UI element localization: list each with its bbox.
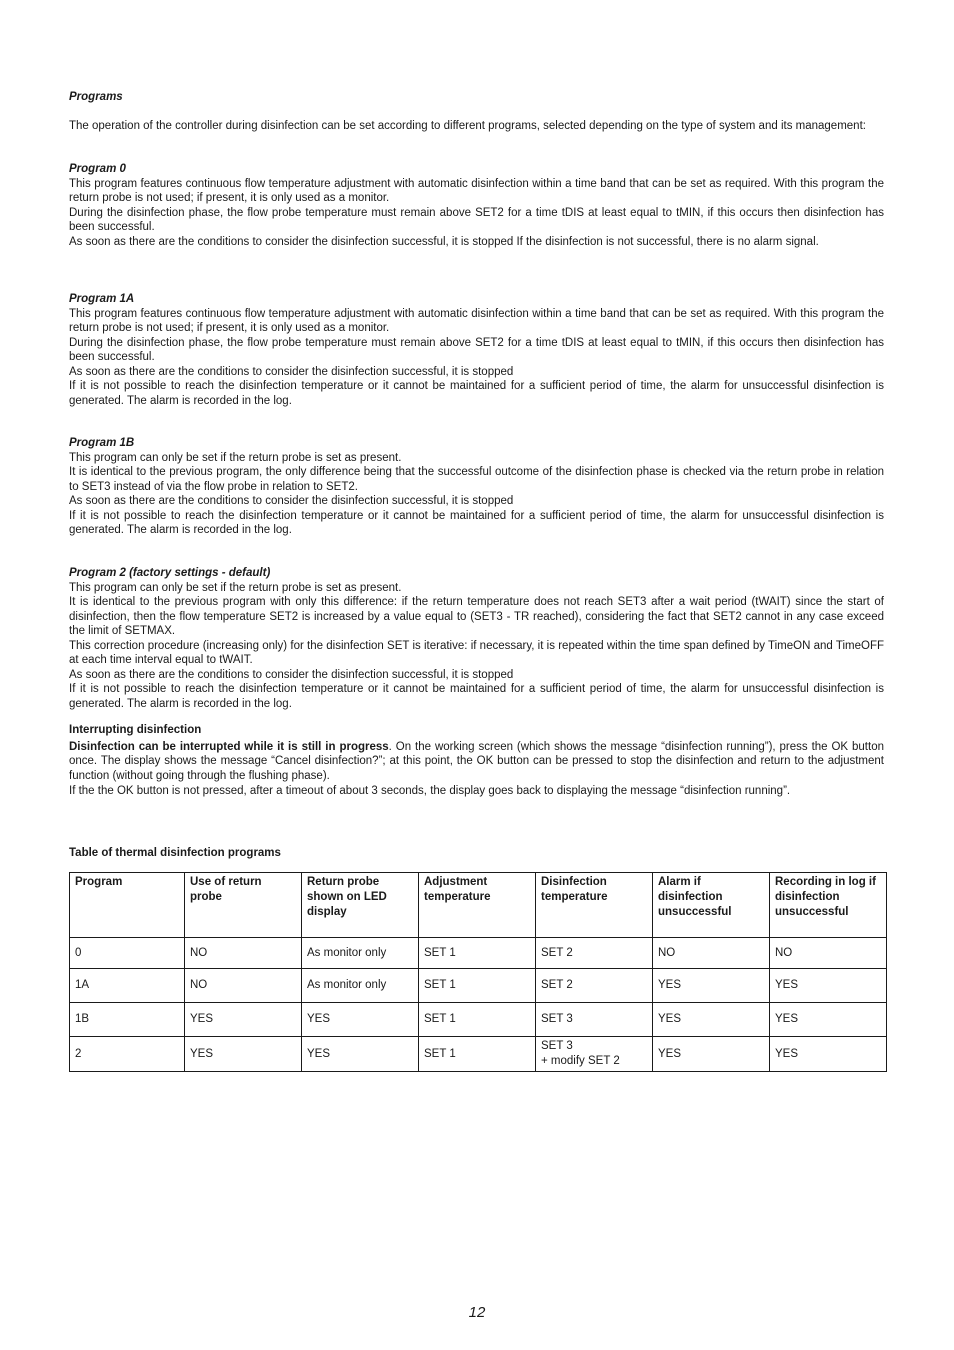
table-header-cell: Program — [70, 873, 185, 938]
program-1b-section — [69, 436, 884, 538]
table-cell: NO — [185, 938, 302, 969]
table-cell: YES — [185, 1003, 302, 1037]
table-cell: SET 2 — [536, 938, 653, 969]
table-cell: As monitor only — [302, 938, 419, 969]
table-header-cell: Use of return probe — [185, 873, 302, 938]
table-cell: NO — [770, 938, 887, 969]
table-cell: YES — [770, 1003, 887, 1037]
table-cell-line: + modify SET 2 — [541, 1055, 620, 1067]
table-cell: NO — [653, 938, 770, 969]
table-header-cell: Disinfection temperature — [536, 873, 653, 938]
interrupt-paragraph — [69, 740, 884, 784]
table-cell — [536, 1037, 653, 1072]
table-cell: YES — [653, 1003, 770, 1037]
table-title: Table of thermal disinfection programs — [69, 847, 281, 859]
program-title: Program 1B — [69, 437, 135, 449]
table-cell: SET 1 — [419, 1037, 536, 1072]
program-line: This program can only be set if the return probe is set as present. — [69, 581, 402, 594]
table-header-cell: Recording in log if disinfection unsuccessful — [770, 873, 887, 938]
table-cell: YES — [302, 1037, 419, 1072]
table-row — [70, 938, 887, 969]
program-line: If it is not possible to reach the disinfection temperature or it cannot be maintained for a sufficient period of time, the alarm for unsuccessful disinfection is generated. The alarm is recorded in the log. — [69, 380, 884, 407]
table-cell: NO — [185, 969, 302, 1003]
interrupt-line2: If the the OK button is not pressed, after a timeout of about 3 seconds, the display goes back to displaying the message “disinfection running”. — [69, 785, 791, 797]
program-line: As soon as there are the conditions to consider the disinfection successful, it is stopped — [69, 668, 514, 681]
table-header-row — [70, 873, 887, 938]
table-header-cell: Return probe shown on LED display — [302, 873, 419, 938]
table-cell: YES — [770, 969, 887, 1003]
table-header-cell: Adjustment temperature — [419, 873, 536, 938]
program-2-section — [69, 566, 884, 711]
program-line: It is identical to the previous program with only this difference: if the return temperature does not reach SET3 after a wait period (tWAIT) since the start of disinfection, then the flow temperature SET2 is increased by a value equal to (SET3 - TR reached), considering the fact that SET2 cannot in any case exceed the limit of SETMAX. — [69, 596, 884, 637]
disinfection-programs-table — [69, 872, 887, 1072]
interrupt-title: Interrupting disinfection — [69, 724, 202, 736]
section-heading: Programs — [69, 91, 123, 103]
program-line: As soon as there are the conditions to consider the disinfection successful, it is stopped — [69, 495, 514, 507]
page-number: 12 — [468, 1304, 486, 1321]
table-row — [70, 969, 887, 1003]
program-line: As soon as there are the conditions to consider the disinfection successful, it is stopped If the disinfection is not successful, there is no alarm signal. — [69, 235, 819, 248]
intro-paragraph: The operation of the controller during disinfection can be set according to different programs, selected depending on the type of system and its management: — [69, 120, 866, 132]
table-cell: SET 1 — [419, 1003, 536, 1037]
program-line: This program can only be set if the return probe is set as present. — [69, 451, 402, 464]
table-cell: YES — [653, 969, 770, 1003]
program-line: During the disinfection phase, the flow probe temperature must remain above SET2 for a time tDIS at least equal to tMIN, if this occurs then disinfection has been successful. — [69, 336, 884, 363]
table-cell: YES — [302, 1003, 419, 1037]
table-cell: YES — [653, 1037, 770, 1072]
table-cell: 2 — [70, 1037, 185, 1072]
program-line: This program features continuous flow temperature adjustment with automatic disinfection within a time band that can be set as required. With this program the return probe is not used; if present, it is only used as a monitor. — [69, 177, 884, 204]
table-header-cell: Alarm if disinfection unsuccessful — [653, 873, 770, 938]
table-cell: SET 2 — [536, 969, 653, 1003]
program-line: This correction procedure (increasing only) for the disinfection SET is iterative: if necessary, it is repeated within the time span defined by TimeON and TimeOFF at each time interval equal to tWAIT. — [69, 639, 884, 666]
program-line: It is identical to the previous program, the only difference being that the successful outcome of the disinfection phase is checked via the return probe in relation to SET3 instead of via the flow probe in relation to SET2. — [69, 466, 884, 493]
program-1a-section — [69, 292, 884, 408]
program-line: During the disinfection phase, the flow probe temperature must remain above SET2 for a time tDIS at least equal to tMIN, if this occurs then disinfection has been successful. — [69, 206, 884, 233]
table-cell: SET 1 — [419, 969, 536, 1003]
table-cell: As monitor only — [302, 969, 419, 1003]
table-row — [70, 1003, 887, 1037]
table-cell: YES — [185, 1037, 302, 1072]
table-cell: 1B — [70, 1003, 185, 1037]
program-title: Program 1A — [69, 293, 135, 305]
table-row — [70, 1037, 887, 1072]
program-title: Program 2 (factory settings - default) — [69, 567, 271, 579]
table-cell: YES — [770, 1037, 887, 1072]
interrupt-section — [69, 723, 884, 799]
program-title: Program 0 — [69, 163, 126, 175]
program-line: If it is not possible to reach the disinfection temperature or it cannot be maintained for a sufficient period of time, the alarm for unsuccessful disinfection is generated. The alarm is recorded in the log. — [69, 683, 884, 710]
program-0-section — [69, 162, 884, 249]
table-cell: SET 3 — [536, 1003, 653, 1037]
table-cell: SET 1 — [419, 938, 536, 969]
table-cell-line: SET 3 — [541, 1040, 573, 1052]
interrupt-bold-lead: Disinfection can be interrupted while it is still in progress — [69, 740, 389, 753]
program-line: As soon as there are the conditions to consider the disinfection successful, it is stopped — [69, 365, 514, 378]
interrupt-rest: . On the working screen (which shows the message “disinfection running”), press the OK button once. The display shows the message “Cancel disinfection?”; at this point, the OK button can be pressed to stop the disinfection and return to the adjustment function (without going through the flushing phase). — [69, 740, 884, 782]
program-line: If it is not possible to reach the disinfection temperature or it cannot be maintained for a sufficient period of time, the alarm for unsuccessful disinfection is generated. The alarm is recorded in the log. — [69, 509, 884, 536]
table-cell: 1A — [70, 969, 185, 1003]
table-cell: 0 — [70, 938, 185, 969]
program-line: This program features continuous flow temperature adjustment with automatic disinfection within a time band that can be set as required. With this program the return probe is not used; if present, it is only used as a monitor. — [69, 307, 884, 334]
